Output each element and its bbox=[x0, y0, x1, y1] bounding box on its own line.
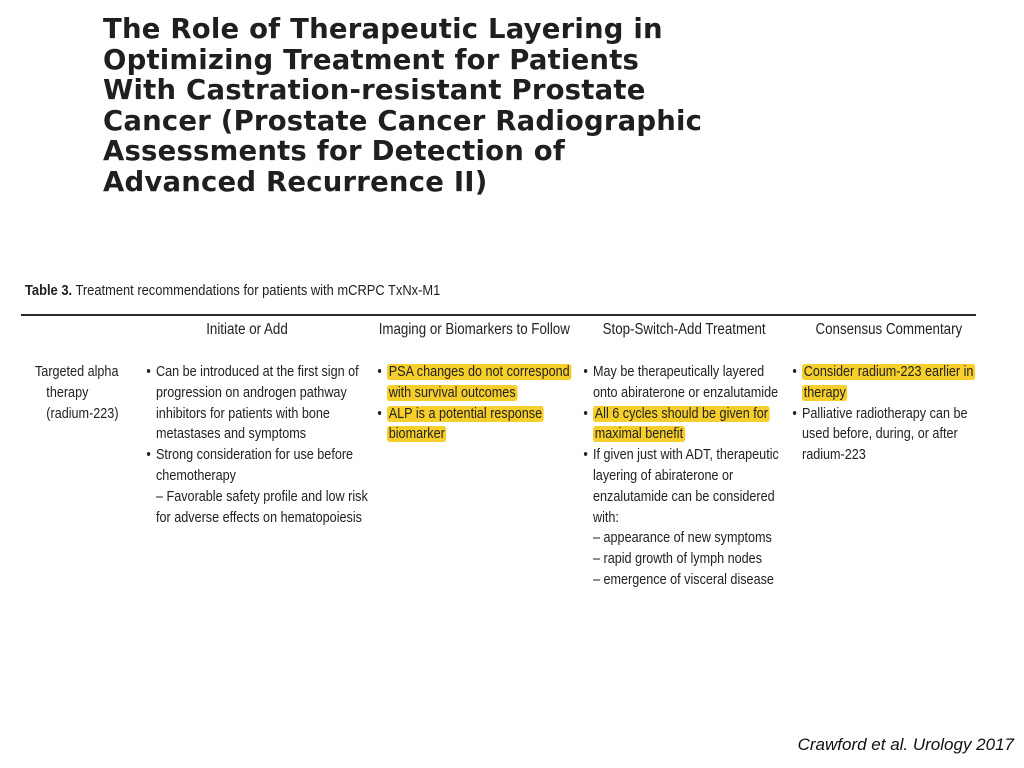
bullet: • bbox=[377, 405, 382, 422]
bullet: • bbox=[792, 364, 797, 380]
title-line: With Castration-resistant Prostate bbox=[103, 74, 646, 106]
citation: Crawford et al. Urology 2017 bbox=[797, 735, 1014, 754]
list-item bbox=[583, 445, 779, 591]
table-caption bbox=[25, 282, 440, 299]
table-caption-label: Table 3. bbox=[25, 282, 73, 299]
list-item bbox=[583, 404, 779, 446]
cell-text: onto abiraterone or enzalutamide bbox=[593, 384, 779, 401]
list-item bbox=[146, 445, 368, 528]
cell-text: metastases and symptoms bbox=[156, 426, 307, 443]
table-top-rule bbox=[21, 314, 976, 316]
bullet: • bbox=[377, 364, 382, 380]
highlighted-text: PSA changes do not correspond bbox=[388, 364, 570, 380]
title-line: Advanced Recurrence II) bbox=[103, 165, 488, 198]
cell-text: Palliative radiotherapy can be bbox=[802, 405, 968, 422]
bullet: • bbox=[146, 447, 151, 464]
cell-text: progression on androgen pathway bbox=[156, 384, 347, 401]
cell-subtext: – emergence of visceral disease bbox=[593, 571, 774, 588]
cell-subtext: – Favorable safety profile and low risk bbox=[156, 488, 368, 505]
column-header-stop-switch: Stop-Switch-Add Treatment bbox=[602, 321, 766, 338]
cell-text: inhibitors for patients with bone bbox=[156, 405, 330, 422]
cell-text: layering of abiraterone or bbox=[593, 467, 734, 484]
cell-text: enzalutamide can be considered bbox=[593, 488, 775, 505]
cell-text: with: bbox=[593, 509, 619, 526]
highlighted-text: with survival outcomes bbox=[388, 384, 516, 401]
bullet: • bbox=[146, 364, 151, 380]
cell-subtext: for adverse effects on hematopoiesis bbox=[156, 509, 362, 526]
bullet: • bbox=[792, 405, 797, 422]
list-item bbox=[146, 362, 368, 445]
cell-subtext: – rapid growth of lymph nodes bbox=[593, 551, 762, 568]
highlighted-text: therapy bbox=[803, 384, 846, 401]
row-label bbox=[35, 362, 131, 424]
cell-text: radium-223 bbox=[802, 447, 866, 464]
title-line: Assessments for Detection of bbox=[103, 135, 566, 167]
bullet: • bbox=[583, 364, 588, 380]
cell-subtext: – appearance of new symptoms bbox=[593, 530, 772, 547]
list-item bbox=[792, 362, 975, 404]
cell-text: Strong consideration for use before bbox=[156, 447, 354, 464]
highlighted-text: ALP is a potential response bbox=[388, 405, 543, 422]
cell-text: Can be introduced at the first sign of bbox=[156, 364, 359, 380]
cell-text: used before, during, or after bbox=[802, 426, 958, 443]
cell-text: May be therapeutically layered bbox=[593, 364, 765, 380]
row-label-line: (radium-223) bbox=[46, 405, 119, 422]
cell-text: If given just with ADT, therapeutic bbox=[593, 447, 779, 464]
bullet: • bbox=[583, 405, 588, 422]
cell-imaging bbox=[377, 362, 599, 445]
title-line: Cancer (Prostate Cancer Radiographic bbox=[103, 104, 703, 137]
cell-initiate bbox=[146, 362, 399, 528]
row-label-line: Targeted alpha bbox=[35, 364, 119, 380]
column-header-consensus: Consensus Commentary bbox=[815, 321, 963, 338]
column-header-initiate: Initiate or Add bbox=[206, 321, 288, 338]
list-item bbox=[583, 362, 779, 404]
cell-stop-switch bbox=[583, 362, 807, 591]
table-caption-text: Treatment recommendations for patients with mCRPC TxNx-M1 bbox=[75, 282, 441, 299]
title-line: Optimizing Treatment for Patients bbox=[103, 43, 640, 76]
highlighted-text: All 6 cycles should be given for bbox=[594, 405, 768, 422]
cell-consensus bbox=[792, 362, 1001, 466]
highlighted-text: biomarker bbox=[388, 426, 445, 443]
title-line: The Role of Therapeutic Layering in bbox=[103, 13, 663, 45]
slide-title bbox=[103, 14, 923, 197]
highlighted-text: Consider radium-223 earlier in bbox=[803, 364, 974, 380]
row-label-line: therapy bbox=[46, 384, 89, 401]
column-header-imaging: Imaging or Biomarkers to Follow bbox=[378, 321, 570, 338]
list-item bbox=[377, 362, 571, 404]
bullet: • bbox=[583, 447, 588, 464]
list-item bbox=[377, 404, 571, 446]
highlighted-text: maximal benefit bbox=[594, 426, 684, 443]
cell-text: chemotherapy bbox=[156, 467, 236, 484]
list-item bbox=[792, 404, 975, 466]
